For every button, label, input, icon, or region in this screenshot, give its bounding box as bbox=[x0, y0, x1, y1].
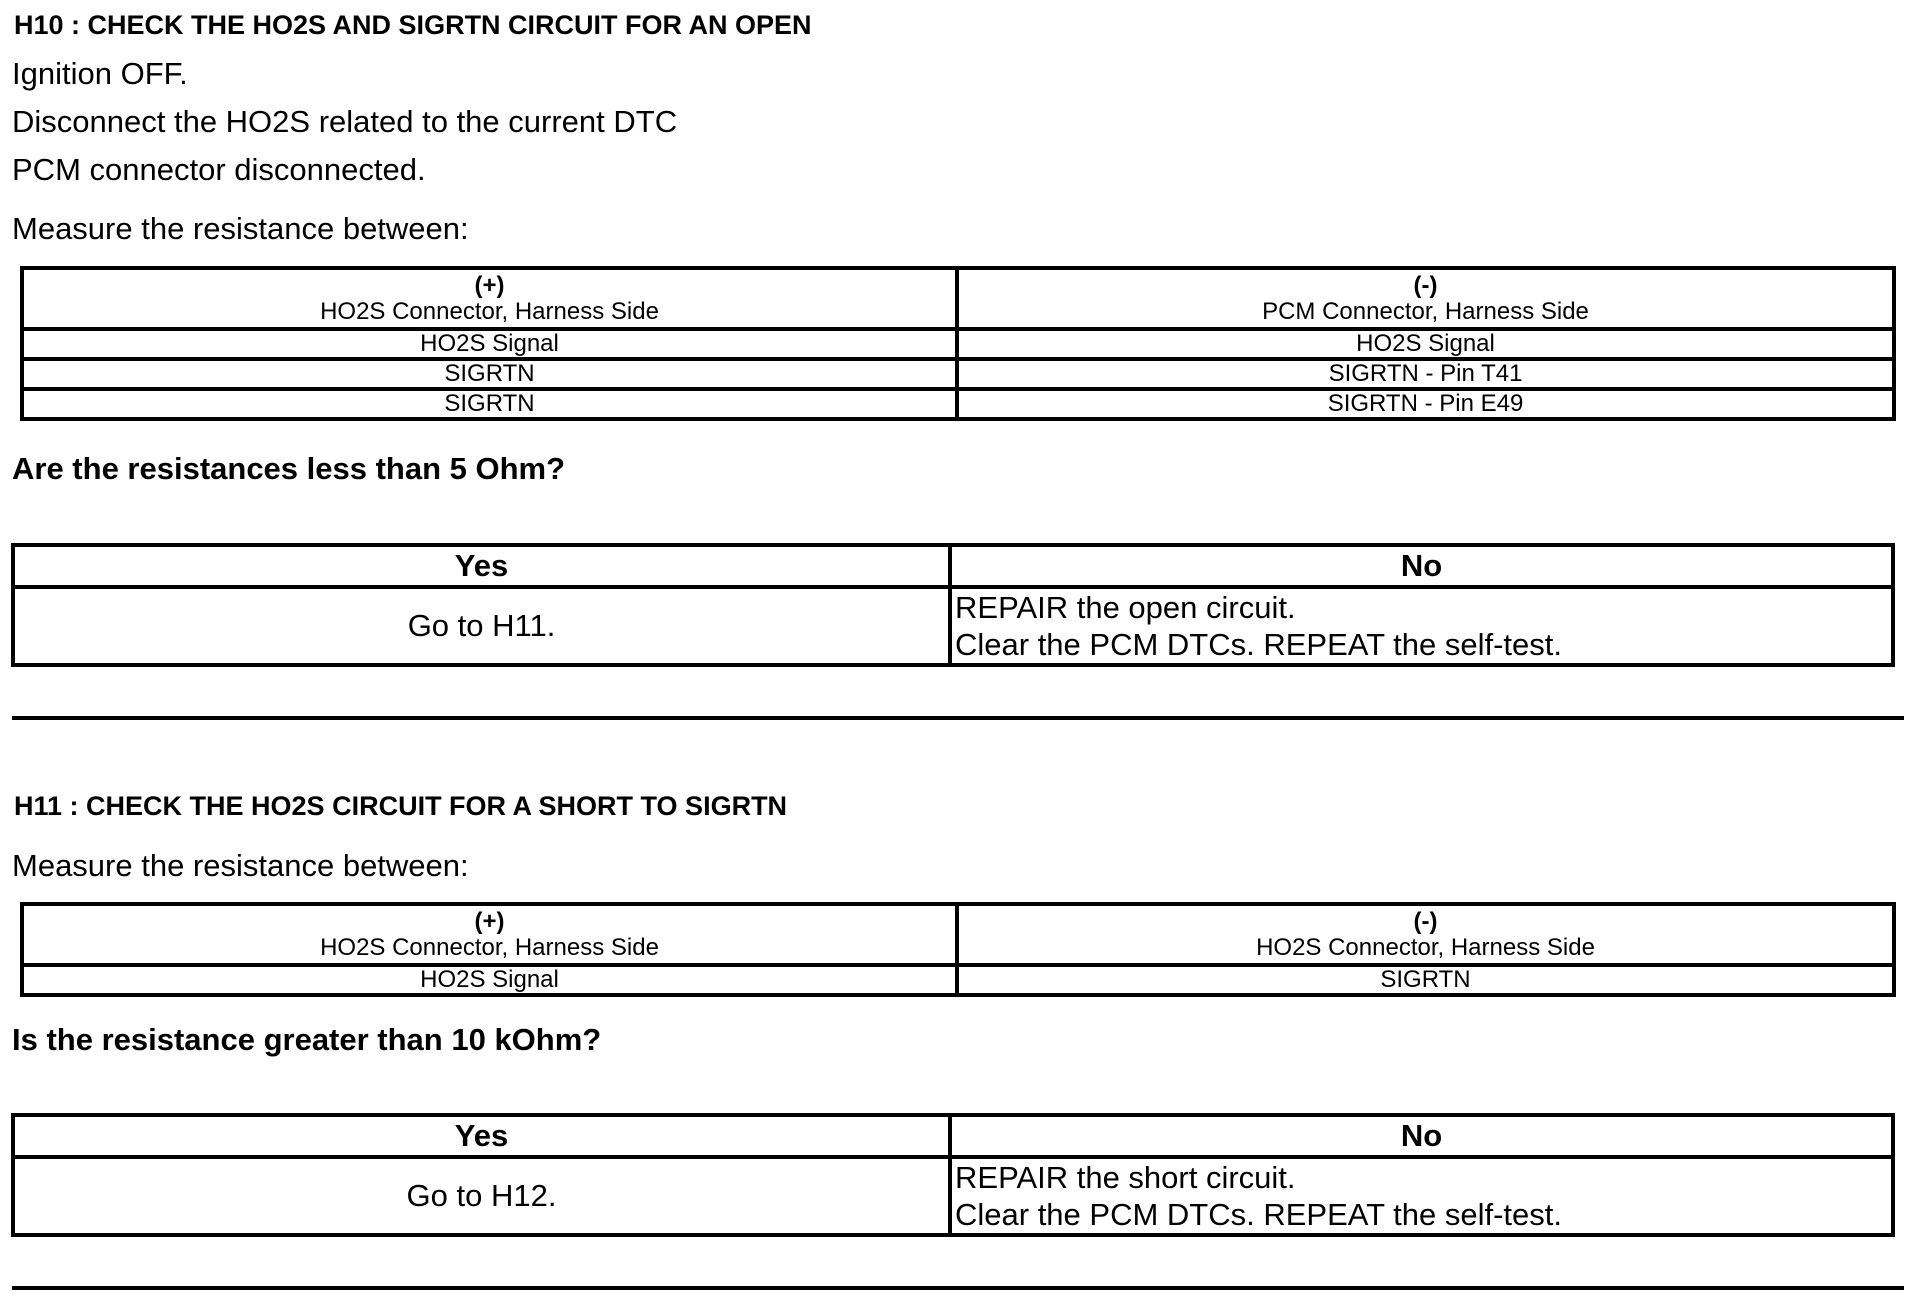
yes-action: Go to H11. bbox=[13, 587, 950, 665]
h10-measurement-table bbox=[20, 266, 1896, 421]
h10-step-pcm-disconnected: PCM connector disconnected. bbox=[12, 152, 426, 187]
h10-measure-label: Measure the resistance between: bbox=[12, 211, 469, 246]
minus-header-cell bbox=[957, 904, 1894, 965]
result-row bbox=[13, 1157, 1893, 1235]
minus-header-cell bbox=[957, 268, 1894, 329]
minus-cell: HO2S Signal bbox=[957, 329, 1894, 359]
plus-cell: SIGRTN bbox=[22, 389, 957, 419]
h11-result-table bbox=[11, 1113, 1895, 1237]
h10-title: H10 : CHECK THE HO2S AND SIGRTN CIRCUIT FOR AN OPEN bbox=[14, 10, 812, 40]
table-row bbox=[22, 389, 1894, 419]
section-divider bbox=[12, 716, 1904, 720]
h11-question: Is the resistance greater than 10 kOhm? bbox=[12, 1022, 602, 1057]
plus-symbol: (+) bbox=[474, 271, 505, 299]
plus-cell: HO2S Signal bbox=[22, 329, 957, 359]
plus-symbol: (+) bbox=[474, 907, 505, 935]
no-action-line-2: Clear the PCM DTCs. REPEAT the self-test. bbox=[955, 627, 1562, 662]
no-action-line-1: REPAIR the short circuit. bbox=[955, 1160, 1296, 1195]
h11-title: H11 : CHECK THE HO2S CIRCUIT FOR A SHORT TO SIGRTN bbox=[14, 791, 788, 821]
plus-header-cell bbox=[22, 904, 957, 965]
minus-cell: SIGRTN - Pin E49 bbox=[957, 389, 1894, 419]
plus-cell: HO2S Signal bbox=[22, 965, 957, 995]
table-row bbox=[22, 359, 1894, 389]
no-header: No bbox=[950, 545, 1893, 587]
h10-result-table bbox=[11, 543, 1895, 667]
minus-cell: SIGRTN - Pin T41 bbox=[957, 359, 1894, 389]
h10-step-disconnect-ho2s: Disconnect the HO2S related to the current DTC bbox=[12, 104, 678, 139]
no-action-line-2: Clear the PCM DTCs. REPEAT the self-test. bbox=[955, 1197, 1562, 1232]
minus-symbol: (-) bbox=[1413, 907, 1438, 935]
result-header-row bbox=[13, 1115, 1893, 1157]
result-row bbox=[13, 587, 1893, 665]
table-header-row bbox=[22, 904, 1894, 965]
table-header-row bbox=[22, 268, 1894, 329]
yes-header: Yes bbox=[13, 545, 950, 587]
minus-header-label: PCM Connector, Harness Side bbox=[1262, 297, 1589, 325]
plus-header-cell bbox=[22, 268, 957, 329]
minus-header-label: HO2S Connector, Harness Side bbox=[1256, 933, 1595, 961]
table-row bbox=[22, 329, 1894, 359]
no-action-line-1: REPAIR the open circuit. bbox=[955, 590, 1296, 625]
no-action bbox=[950, 587, 1893, 665]
yes-header: Yes bbox=[13, 1115, 950, 1157]
no-header: No bbox=[950, 1115, 1893, 1157]
h11-measurement-table bbox=[20, 902, 1896, 997]
minus-symbol: (-) bbox=[1413, 271, 1438, 299]
minus-cell: SIGRTN bbox=[957, 965, 1894, 995]
plus-header-label: HO2S Connector, Harness Side bbox=[320, 297, 659, 325]
h11-measure-label: Measure the resistance between: bbox=[12, 848, 469, 883]
h10-step-ignition: Ignition OFF. bbox=[12, 56, 188, 91]
result-header-row bbox=[13, 545, 1893, 587]
no-action bbox=[950, 1157, 1893, 1235]
yes-action: Go to H12. bbox=[13, 1157, 950, 1235]
plus-header-label: HO2S Connector, Harness Side bbox=[320, 933, 659, 961]
section-divider bbox=[12, 1286, 1904, 1290]
plus-cell: SIGRTN bbox=[22, 359, 957, 389]
h10-question: Are the resistances less than 5 Ohm? bbox=[12, 451, 566, 486]
table-row bbox=[22, 965, 1894, 995]
